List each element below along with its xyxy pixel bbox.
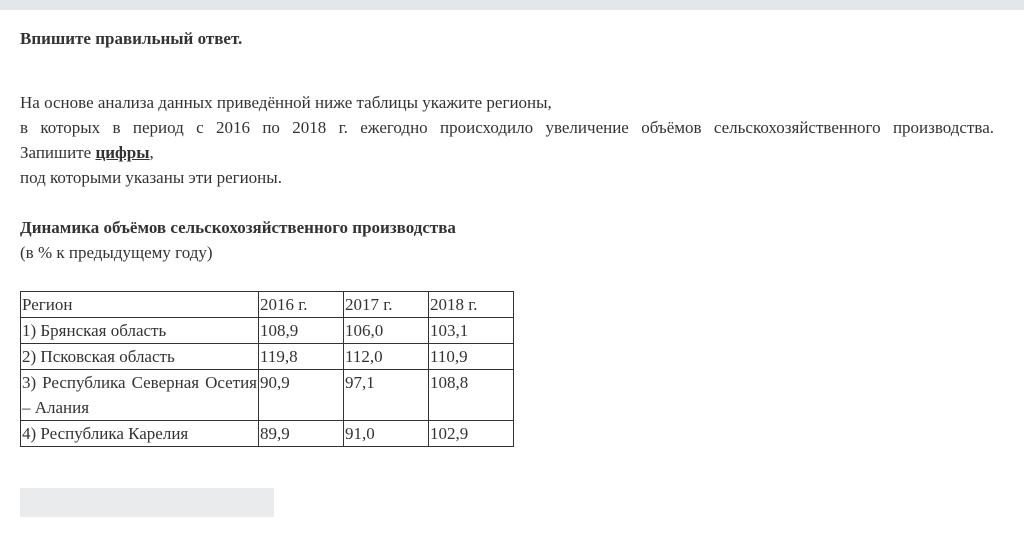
value-cell: 103,1 xyxy=(429,318,514,344)
table-subtitle: (в % к предыдущему году) xyxy=(20,243,213,262)
region-cell: 2) Псковская область xyxy=(21,344,259,370)
task-line-3 xyxy=(20,140,994,165)
task-line-4: под которыми указаны эти регионы. xyxy=(20,168,282,187)
data-table xyxy=(20,291,514,447)
value-cell: 110,9 xyxy=(429,344,514,370)
region-cell: 3) Республика Северная Осетия – Алания xyxy=(21,370,259,421)
table-row xyxy=(21,318,514,344)
region-cell: 4) Республика Карелия xyxy=(21,421,259,447)
value-cell: 119,8 xyxy=(259,344,344,370)
table-row xyxy=(21,421,514,447)
task-line-1: На основе анализа данных приведённой ниже таблицы укажите регионы, xyxy=(20,93,552,112)
value-cell: 90,9 xyxy=(259,370,344,421)
header-cell-2017: 2017 г. xyxy=(344,292,429,318)
table-row xyxy=(21,344,514,370)
digits-emphasis: цифры xyxy=(95,143,150,162)
value-cell: 108,9 xyxy=(259,318,344,344)
value-cell: 102,9 xyxy=(429,421,514,447)
table-title: Динамика объёмов сельскохозяйственного производства xyxy=(20,218,456,237)
answer-input[interactable] xyxy=(20,488,274,517)
value-cell: 89,9 xyxy=(259,421,344,447)
instruction-text: Впишите правильный ответ. xyxy=(20,29,243,48)
task-line-3-before: Запишите xyxy=(20,143,96,162)
value-cell: 108,8 xyxy=(429,370,514,421)
header-cell-2016: 2016 г. xyxy=(259,292,344,318)
task-text xyxy=(20,90,994,190)
header-cell-2018: 2018 г. xyxy=(429,292,514,318)
table-row xyxy=(21,370,514,421)
value-cell: 106,0 xyxy=(344,318,429,344)
question-content xyxy=(20,26,994,447)
top-bar xyxy=(0,0,1024,10)
task-line-3-after: , xyxy=(149,143,154,162)
value-cell: 91,0 xyxy=(344,421,429,447)
header-cell-region: Регион xyxy=(21,292,259,318)
value-cell: 97,1 xyxy=(344,370,429,421)
region-cell: 1) Брянская область xyxy=(21,318,259,344)
value-cell: 112,0 xyxy=(344,344,429,370)
task-line-2: в которых в период с 2016 по 2018 г. ежегодно происходило увеличение объёмов сельскохозяйственного производства. xyxy=(20,118,994,137)
table-header-row xyxy=(21,292,514,318)
